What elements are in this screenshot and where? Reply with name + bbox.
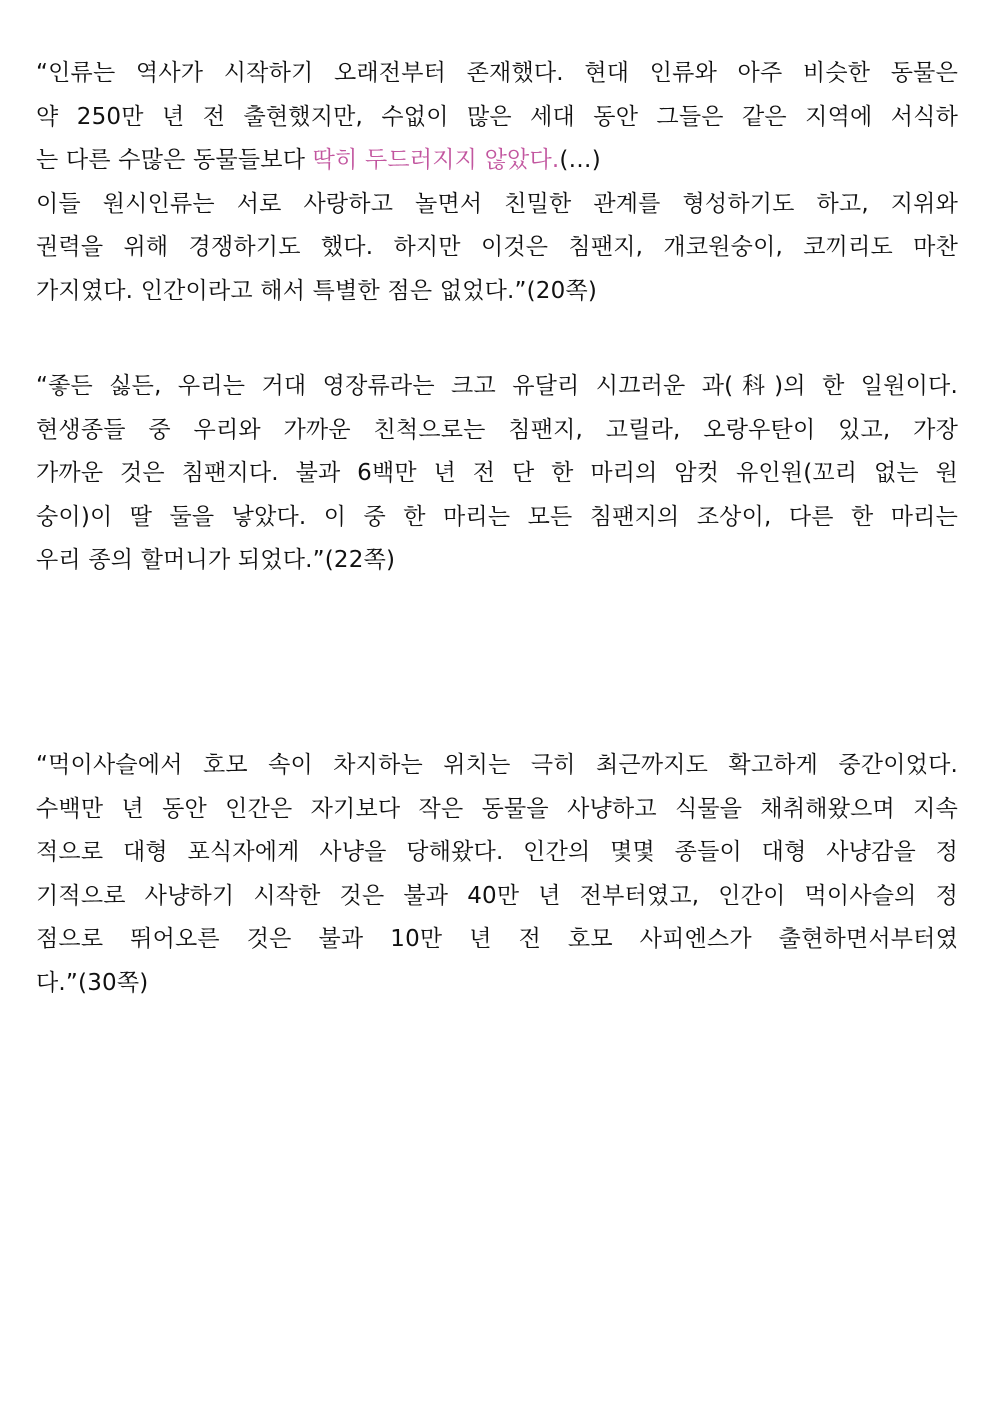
quote-paragraph-1 (36, 52, 958, 313)
quote-2-line-2: 현생종들 중 우리와 가까운 친척으로는 침팬지, 고릴라, 오랑우탄이 있고, 가장 (36, 416, 958, 443)
quote-paragraph-3 (36, 744, 958, 1005)
quote-1-line-3-pre: 는 다른 수많은 동물들보다 (36, 147, 313, 173)
quote-1-line-5: 권력을 위해 경쟁하기도 했다. 하지만 이것은 침팬지, 개코원숭이, 코끼리도 마찬 (36, 234, 958, 260)
quote-2-line-3: 가까운 것은 침팬지다. 불과 6백만 년 전 단 한 마리의 암컷 유인원(꼬리 없는 원 (36, 460, 958, 486)
quote-1-line-3-post: (…) (559, 147, 601, 173)
quote-2-line-1: “좋든 싫든, 우리는 거대 영장류라는 크고 유달리 시끄러운 과(科)의 한 일원이다. (36, 373, 958, 399)
quote-3-line-6: 다.”(30쪽) (36, 969, 149, 996)
quote-3-line-2: 수백만 년 동안 인간은 자기보다 작은 동물을 사냥하고 식물을 채취해왔으며 지속 (36, 795, 958, 822)
quote-3-line-1: “먹이사슬에서 호모 속이 차지하는 위치는 극히 최근까지도 확고하게 중간이었다. (36, 752, 958, 778)
quote-1-line-6: 가지였다. 인간이라고 해서 특별한 점은 없었다.”(20쪽) (36, 277, 598, 304)
quote-1-line-4: 이들 원시인류는 서로 사랑하고 놀면서 친밀한 관계를 형성하기도 하고, 지위와 (36, 190, 958, 217)
quote-3-text (36, 744, 958, 1005)
quote-3-line-4: 기적으로 사냥하기 시작한 것은 불과 40만 년 전부터였고, 인간이 먹이사슬의 정 (36, 882, 958, 909)
quote-2-text (36, 365, 958, 583)
quote-1-line-3 (36, 139, 958, 183)
quote-1-line-1: “인류는 역사가 시작하기 오래전부터 존재했다. 현대 인류와 아주 비슷한 동물은 (36, 60, 958, 86)
quote-paragraph-2 (36, 365, 958, 583)
quote-2-line-5: 우리 종의 할머니가 되었다.”(22쪽) (36, 547, 396, 573)
quote-1-text (36, 52, 958, 313)
highlighted-phrase: 딱히 두드러지지 않았다. (312, 147, 560, 173)
quote-2-line-4: 숭이)이 딸 둘을 낳았다. 이 중 한 마리는 모든 침팬지의 조상이, 다른 한 마리는 (36, 503, 958, 530)
quote-3-line-5: 점으로 뛰어오른 것은 불과 10만 년 전 호모 사피엔스가 출현하면서부터였 (36, 926, 958, 952)
quote-3-line-3: 적으로 대형 포식자에게 사냥을 당해왔다. 인간의 몇몇 종들이 대형 사냥감을 정 (36, 839, 958, 865)
quote-1-line-2: 약 250만 년 전 출현했지만, 수없이 많은 세대 동안 그들은 같은 지역에 서식하 (36, 103, 958, 130)
